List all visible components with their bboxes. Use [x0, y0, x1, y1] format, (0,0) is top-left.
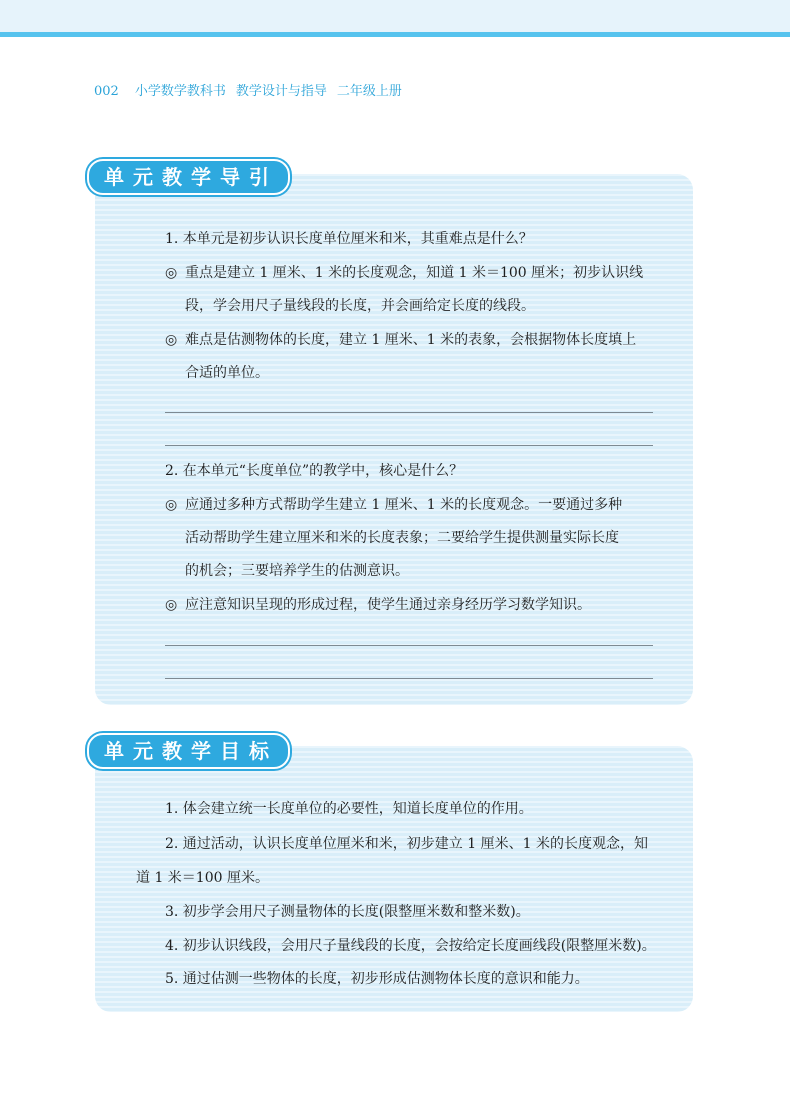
- guide-section-title: 单元教学导引: [87, 159, 290, 195]
- top-accent-line: [0, 32, 790, 37]
- guide-question-2: 2. 在本单元“长度单位”的教学中，核心是什么？: [165, 463, 464, 479]
- guide-answer-1-line-2: 段，学会用尺子量线段的长度，并会画给定长度的线段。: [185, 298, 535, 314]
- guide-answer-3-line-1: ◎ 应通过多种方式帮助学生建立 1 厘米、1 米的长度观念。一要通过多种: [165, 497, 623, 513]
- goal-2-line-1: 2. 通过活动，认识长度单位厘米和米，初步建立 1 厘米、1 米的长度观念，知: [165, 836, 648, 852]
- goal-2-line-2: 道 1 米＝100 厘米。: [136, 870, 269, 886]
- guide-answer-3-line-3: 的机会；三要培养学生的估测意识。: [185, 563, 409, 579]
- note-line: [165, 445, 653, 446]
- page-number: 002: [94, 84, 119, 99]
- note-line: [165, 678, 653, 679]
- bullet-icon: ◎: [165, 597, 178, 613]
- goal-5: 5. 通过估测一些物体的长度，初步形成估测物体长度的意识和能力。: [165, 971, 589, 987]
- note-line: [165, 412, 653, 413]
- guide-answer-4-line-1: ◎ 应注意知识呈现的形成过程，使学生通过亲身经历学习数学知识。: [165, 597, 591, 613]
- bullet-icon: ◎: [165, 497, 178, 513]
- goals-section-title: 单元教学目标: [87, 733, 290, 769]
- goal-1: 1. 体会建立统一长度单位的必要性，知道长度单位的作用。: [165, 801, 533, 817]
- grade-label: 二年级上册: [336, 84, 402, 99]
- guide-answer-1-line-1: ◎ 重点是建立 1 厘米、1 米的长度观念，知道 1 米＝100 厘米；初步认识线: [165, 265, 644, 281]
- guide-answer-2-line-2: 合适的单位。: [185, 365, 269, 381]
- goal-4: 4. 初步认识线段，会用尺子量线段的长度，会按给定长度画线段(限整厘米数)。: [165, 938, 656, 954]
- bullet-icon: ◎: [165, 332, 178, 348]
- guide-panel: [95, 174, 693, 705]
- bullet-icon: ◎: [165, 265, 178, 281]
- guide-answer-2-line-1: ◎ 难点是估测物体的长度，建立 1 厘米、1 米的表象，会根据物体长度填上: [165, 332, 637, 348]
- note-line: [165, 645, 653, 646]
- guide-question-1: 1. 本单元是初步认识长度单位厘米和米，其重难点是什么？: [165, 231, 533, 247]
- book-title: 小学数学教科书: [134, 84, 226, 99]
- guide-answer-3-line-2: 活动帮助学生建立厘米和米的长度表象；二要给学生提供测量实际长度: [185, 530, 619, 546]
- book-subtitle: 教学设计与指导: [235, 84, 327, 99]
- running-header: [94, 80, 402, 99]
- top-band: [0, 0, 790, 32]
- goal-3: 3. 初步学会用尺子测量物体的长度(限整厘米数和整米数)。: [165, 904, 530, 920]
